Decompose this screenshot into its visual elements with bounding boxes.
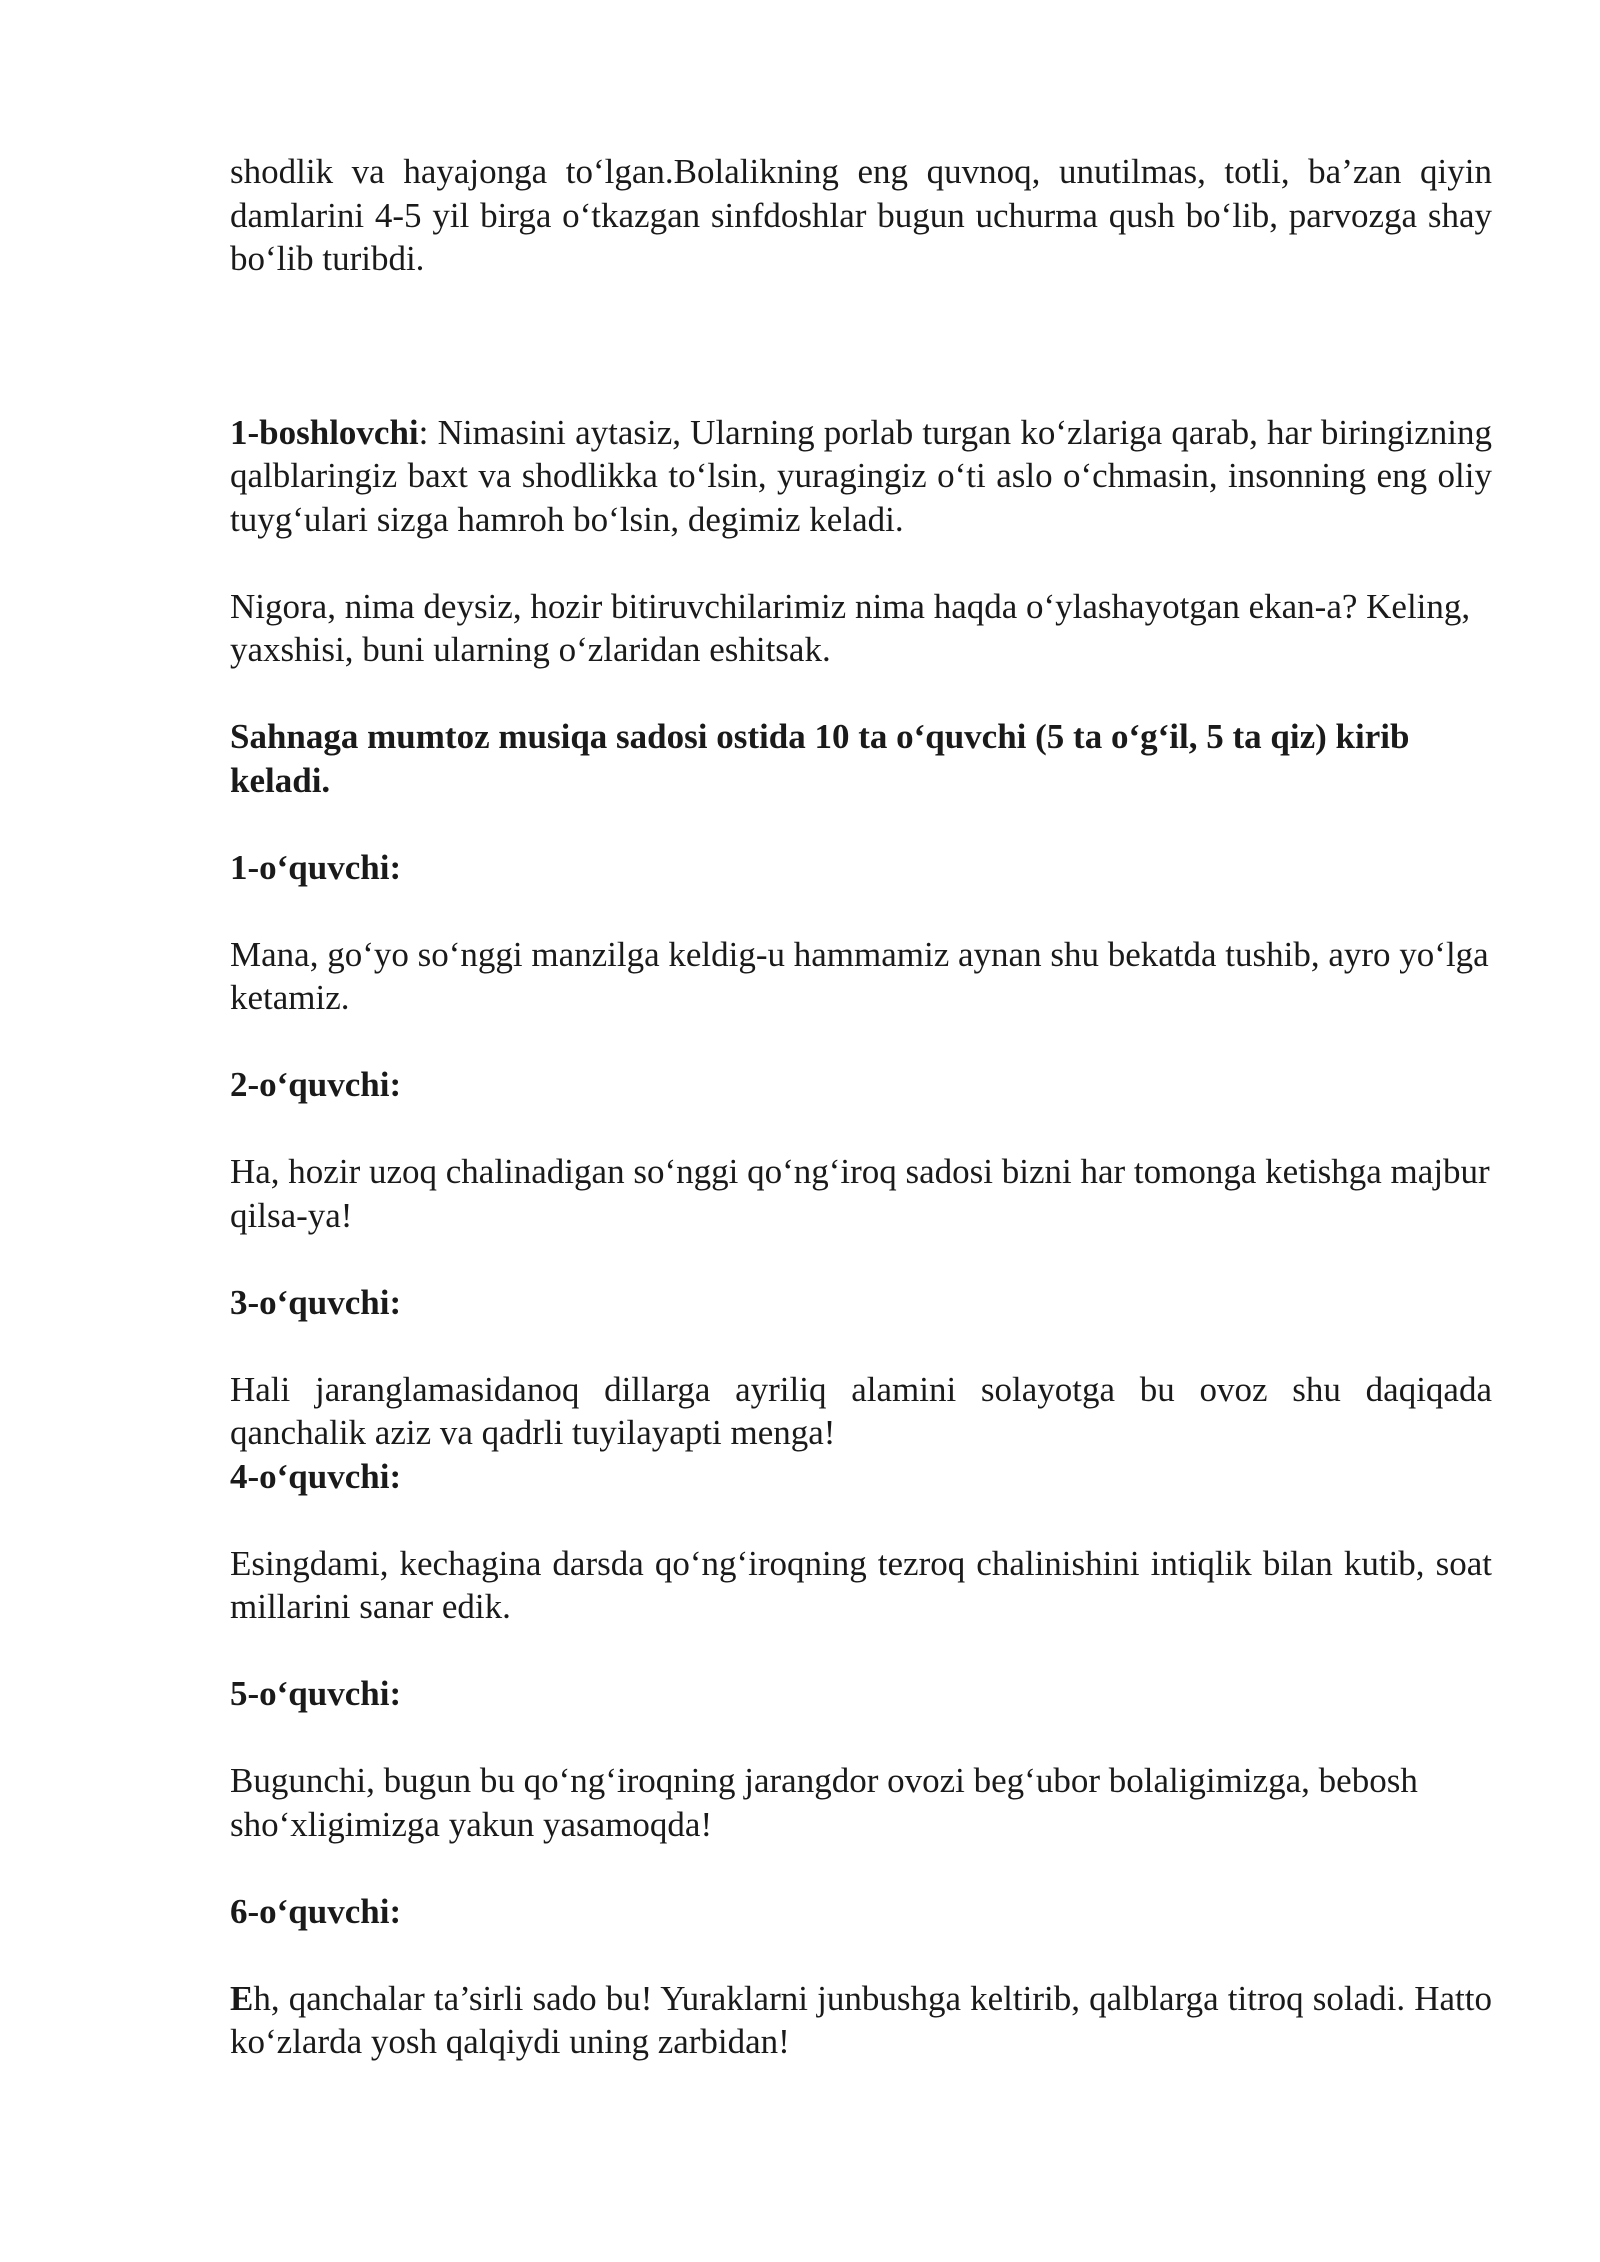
student-1-label: 1-o‘quvchi: [230,847,402,887]
student-6-first-letter: E [230,1978,254,2018]
intro-paragraph: shodlik va hayajonga to‘lgan.Bolalikning eng quvnoq, unutilmas, totli, ba’zan qiyin damlarini 4-5 yil birga o‘tkazgan sinfdoshlar bugun uchurma qush bo‘lib, parvozga shay bo‘lib turibdi. [230,152,1492,278]
student-5-label: 5-o‘quvchi: [230,1674,402,1713]
student-5-text: Bugunchi, bugun bu qo‘ng‘iroqning jarangdor ovozi beg‘ubor bolaligimizga, bebosh sho‘xligimizga yakun yasamoqda! [230,1761,1418,1844]
student-4-text: Esingdami, kechagina darsda qo‘ng‘iroqning tezroq chalinishini intiqlik bilan kutib, soat millarini sanar edik. [230,1543,1492,1626]
nigora-paragraph: Nigora, nima deysiz, hozir bitiruvchilarimiz nima haqda o‘ylashayotgan ekan-a? Keling, yaxshisi, buni ularning o‘zlaridan eshitsak. [230,586,1471,669]
student-2-text: Ha, hozir uzoq chalinadigan so‘nggi qo‘ng‘iroq sadosi bizni har tomonga ketishga majbur qilsa-ya! [230,1152,1490,1235]
host-text: : Nimasini aytasiz, Ularning porlab turgan ko‘zlariga qarab, har biringizning qalblaringiz baxt va shodlikka to‘lsin, yuragingiz o‘ti aslo o‘chmasin, insonning eng oliy tuyg‘ulari sizga hamroh bo‘lsin, degimiz keladi. [230,412,1492,539]
student-2-label: 2-o‘quvchi: [230,1065,402,1104]
student-3-label: 3-o‘quvchi: [230,1282,402,1322]
document-page [230,150,1492,2064]
student-6-text: h, qanchalar ta’sirli sado bu! Yuraklarni junbushga keltirib, qalblarga titroq soladi. Hatto ko‘zlarda yosh qalqiydi uning zarbidan! [230,1978,1492,2061]
student-6-label: 6-o‘quvchi: [230,1891,402,1931]
host-paragraph [230,411,1492,542]
student-1-text: Mana, go‘yo so‘nggi manzilga keldig-u hammamiz aynan shu bekatda tushib, ayro yo‘lga ketamiz. [230,934,1489,1017]
host-label: 1-boshlovchi [230,412,419,452]
student-4-label: 4-o‘quvchi: [230,1456,402,1496]
student-3-text: Hali jaranglamasidanoq dillarga ayriliq alamini solayotga bu ovoz shu daqiqada qanchalik aziz va qadrli tuyilayapti menga! [230,1369,1492,1452]
stage-direction: Sahnaga mumtoz musiqa sadosi ostida 10 ta o‘quvchi (5 ta o‘g‘il, 5 ta qiz) kirib keladi. [230,717,1410,800]
student-6-paragraph [230,1977,1492,2064]
